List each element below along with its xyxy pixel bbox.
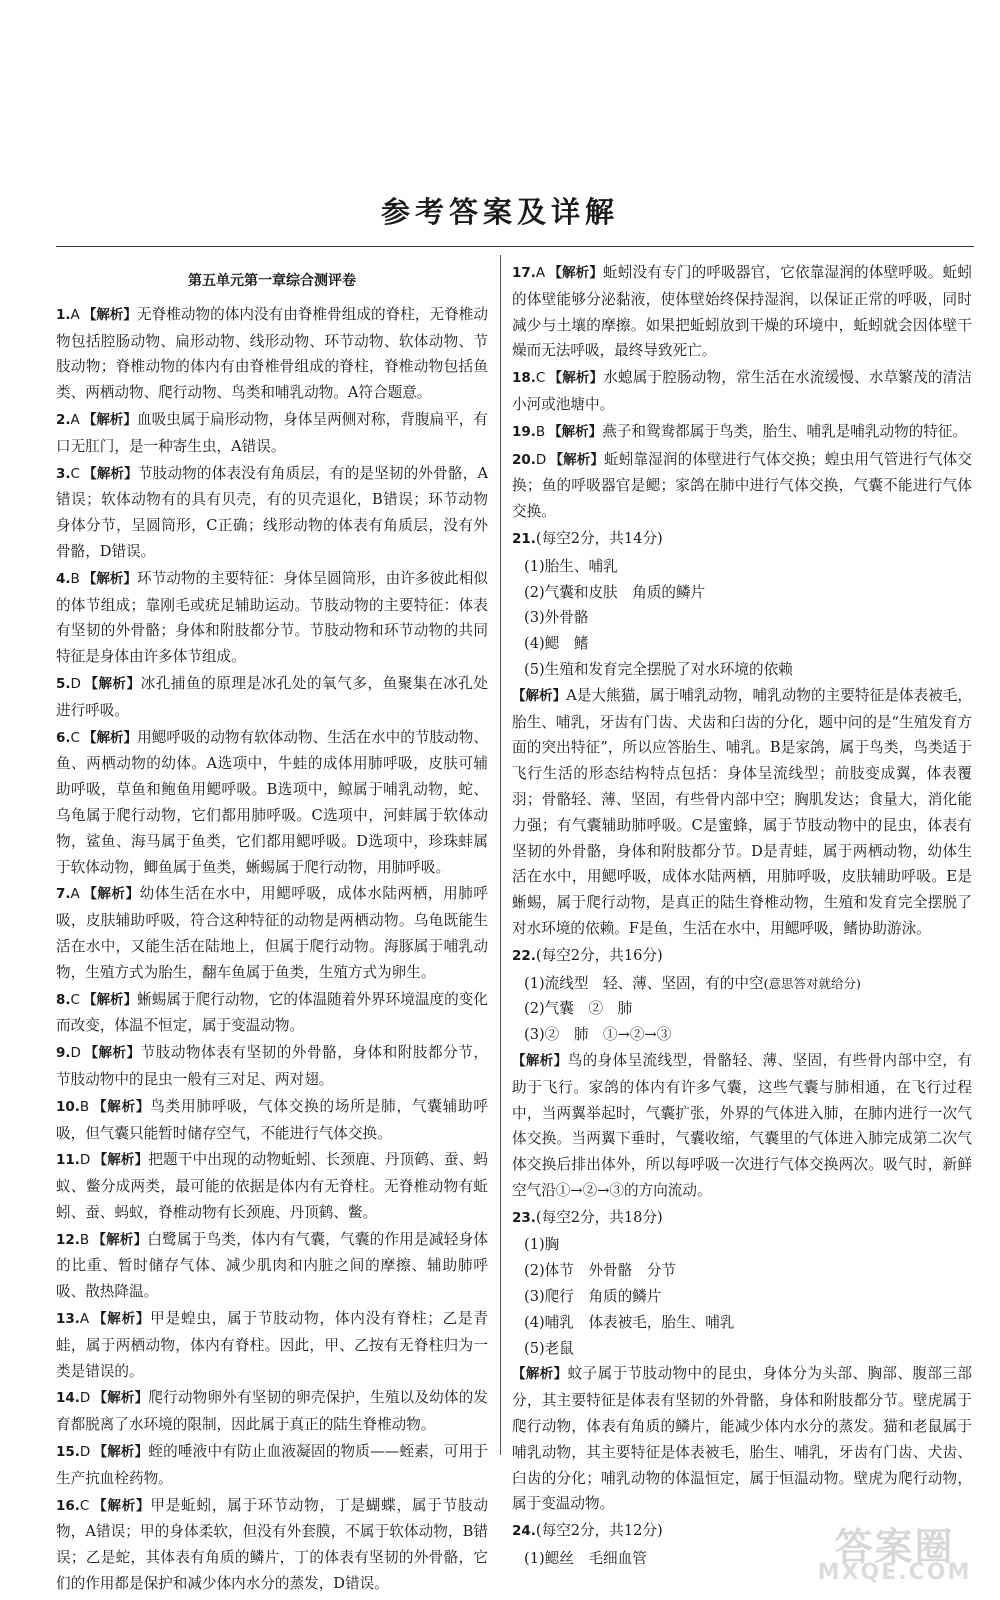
answer-letter: D: [79, 1444, 91, 1461]
watermark-text: 答案圈: [834, 1525, 955, 1569]
analysis-text: 血吸虫属于扁形动物，身体呈两侧对称，背腹扁平，有口无肛门，是一种寄生虫，A错误。: [56, 410, 488, 455]
analysis-tag: 【解析】: [512, 1366, 568, 1383]
answer-item: [56, 1439, 488, 1492]
right-column: [512, 260, 972, 1572]
left-column: [56, 260, 488, 1598]
answer-line: (1)胸: [524, 1236, 560, 1254]
question-22: [512, 943, 972, 1204]
question-number: 17.: [512, 265, 536, 281]
analysis-text: 无脊椎动物的体内没有由脊椎骨组成的脊柱，无脊椎动物包括腔肠动物、扁形动物、线形动物、环节动物、软体动物、节肢动物；脊椎动物的体内有由脊椎骨组成的脊柱，脊椎动物包括鱼类、两栖动物、爬行动物、鸟类和哺乳动物。A符合题意。: [56, 305, 488, 402]
answer-line: (2)体节 外骨骼 分节: [524, 1262, 677, 1280]
analysis-text: 节肢动物体表有坚韧的外骨骼，身体和附肢都分节，节肢动物中的昆虫一般有三对足、两对翅。: [56, 1044, 488, 1088]
analysis-tag: 【解析】: [82, 306, 137, 323]
answer-letter: A: [70, 886, 80, 903]
question-number: 2.: [56, 411, 71, 428]
question-number: 9.: [56, 1045, 71, 1062]
score-note: (每空2分，共18分): [535, 1208, 663, 1226]
question-number: 5.: [56, 675, 71, 692]
analysis-tag: 【解析】: [83, 1045, 141, 1062]
analysis-tag: 【解析】: [93, 1390, 149, 1407]
analysis-text: 燕子和鸳鸯都属于鸟类，胎生、哺乳是哺乳动物的特征。: [602, 422, 968, 440]
analysis-text: 蜥蜴属于爬行动物，它的体温随着外界环境温度的变化而改变，体温不恒定，属于变温动物。: [56, 990, 488, 1035]
answer-letter: B: [79, 1231, 90, 1248]
analysis-tag: 【解析】: [82, 729, 138, 746]
analysis-tag: 【解析】: [93, 1152, 149, 1169]
analysis-text: 把题干中出现的动物蚯蚓、长颈鹿、丹顶鹤、蚕、蚂蚁、鳖分成两类，最可能的依据是体内有无脊柱。无脊椎动物有蚯蚓、蚕、蚂蚁，脊椎动物有长颈鹿、丹顶鹤、鳖。: [56, 1151, 488, 1221]
answer-line: (1)鳃丝 毛细血管: [524, 1550, 647, 1568]
answer-letter: C: [535, 370, 546, 387]
analysis-text: 爬行动物卵外有坚韧的卵壳保护，生殖以及幼体的发育都脱离了水环境的限制，因此属于真正的陆生脊椎动物。: [56, 1389, 488, 1434]
answer-item: [56, 1040, 488, 1093]
analysis-tag: 【解析】: [83, 675, 141, 692]
answer-item: [56, 461, 488, 565]
answer-item: [56, 671, 488, 724]
question-number: 18.: [512, 370, 536, 387]
answer-letter: C: [70, 991, 80, 1008]
question-21: [512, 526, 972, 942]
answer-letter: D: [535, 451, 547, 468]
answer-item: [56, 987, 488, 1040]
question-number: 23.: [512, 1209, 536, 1226]
score-note: (每空2分，共14分): [535, 529, 663, 547]
question-number: 6.: [56, 729, 71, 746]
answer-item: [56, 1227, 488, 1305]
answer-letter: A: [535, 265, 546, 281]
question-number: 21.: [512, 530, 536, 547]
analysis-tag: 【解析】: [92, 1231, 148, 1248]
analysis-tag: 【解析】: [548, 370, 604, 387]
answer-line: (5)老鼠: [524, 1339, 574, 1357]
analysis-tag: 【解析】: [549, 451, 604, 468]
answer-letter: A: [79, 1311, 90, 1328]
analysis-text: A是大熊猫，属于哺乳动物，哺乳动物的主要特征是体表被毛，胎生、哺乳，牙齿有门齿、犬齿和臼齿的分化，题中问的是“生殖发育方面的突出特征”，所以应答胎生、哺乳。B是家鸽，属于鸟类，鸟类适于飞行生活的形态结构特点包括：身体呈流线型；前肢变成翼，体表覆羽；骨骼轻、薄、坚固，有些骨内部中空；胸肌发达；食量大，消化能力强；有气囊辅助肺呼吸。C是蜜蜂，属于节肢动物中的昆虫，体表有坚韧的外骨骼，身体和附肢都分节。D是青蛙，属于两栖动物，幼体生活在水中，用鳃呼吸，成体水陆两栖，用肺呼吸，皮肤辅助呼吸。E是蜥蜴，属于爬行动物，是真正的陆生脊椎动物，生殖和发育完全摆脱了对水环境的依赖。F是鱼，生活在水中，用鳃呼吸，鳍协助游泳。: [512, 686, 972, 937]
answer-item: [56, 1493, 488, 1597]
score-note: (每空2分，共12分): [535, 1522, 663, 1540]
question-number: 4.: [56, 570, 71, 587]
answer-item: [56, 1385, 488, 1438]
answer-letter: D: [70, 675, 81, 692]
answer-item: [512, 447, 972, 525]
answer-letter: B: [79, 1098, 90, 1115]
question-number: 11.: [56, 1152, 80, 1169]
answer-letter: B: [70, 570, 80, 587]
question-number: 15.: [56, 1444, 80, 1461]
answer-letter: D: [79, 1390, 91, 1407]
question-number: 22.: [512, 947, 536, 964]
question-number: 19.: [512, 423, 536, 440]
answer-item: [56, 566, 488, 670]
question-number: 14.: [56, 1390, 80, 1407]
analysis-tag: 【解析】: [82, 886, 140, 903]
answer-item: [512, 419, 972, 446]
analysis-text: 鸟的身体呈流线型，骨骼轻、薄、坚固，有些骨内部中空，有助于飞行。家鸽的体内有许多气囊，这些气囊与肺相通，在飞行过程中，当两翼举起时，气囊扩张，外界的气体进入肺，在肺内进行一次气体交换。当两翼下垂时，气囊收缩，气囊里的气体进入肺完成第二次气体交换后排出体外，所以每呼吸一次进行气体交换两次。吸气时，新鲜空气沿①→②→③的方向流动。: [512, 1051, 972, 1199]
answer-line: (1)流线型 轻、薄、坚固，有的中空(意思答对就给分): [524, 974, 861, 992]
analysis-text: 蚯蚓没有专门的呼吸器官，它依靠湿润的体壁呼吸。蚯蚓的体壁能够分泌黏液，使体壁始终保持湿润，以保证正常的呼吸，同时减少与土壤的摩擦。如果把蚯蚓放到干燥的环境中，蚯蚓就会因体壁干燥而无法呼吸，最终导致死亡。: [512, 264, 972, 360]
question-number: 16.: [56, 1497, 80, 1514]
analysis-text: 冰孔捕鱼的原理是冰孔处的氧气多，鱼聚集在冰孔处进行呼吸。: [56, 674, 488, 719]
answer-line: (4)鳃 鳍: [524, 635, 589, 653]
analysis-text: 甲是蚯蚓，属于环节动物，丁是蝴蝶，属于节肢动物，A错误；甲的身体柔软，但没有外套膜，不属于软体动物，B错误；乙是蛇，其体表有角质的鳞片，丁的体表有坚韧的外骨骼，它们的作用都是保护和减少体内水分的蒸发，D错误。: [56, 1496, 489, 1593]
answer-letter: B: [535, 423, 546, 440]
answer-letter: A: [70, 411, 80, 428]
watermark-url: MXQE.COM: [817, 1560, 972, 1585]
analysis-text: 节肢动物的体表没有角质层，有的是坚韧的外骨骼，A错误；软体动物有的具有贝壳，有的贝壳退化，B错误；环节动物身体分节，呈圆筒形，C正确；线形动物的体表有角质层，没有外骨骼，D错误。: [56, 464, 489, 560]
analysis-text: 白鹭属于鸟类，体内有气囊，气囊的作用是减轻身体的比重、暂时储存气体、减少肌肉和内脏之间的摩擦、辅助肺呼吸、散热降温。: [56, 1230, 488, 1301]
analysis-text: 用鳃呼吸的动物有软体动物、生活在水中的节肢动物、鱼、两栖动物的幼体。A选项中，牛蛙的成体用肺呼吸，皮肤可辅助呼吸，草鱼和鲍鱼用鳃呼吸。B选项中，鲸属于哺乳动物，蛇、乌龟属于爬行动物，它们都用肺呼吸。C选项中，河蚌属于软体动物，鲨鱼、海马属于鱼类，它们都用鳃呼吸。D选项中，珍珠蚌属于软体动物，鲫鱼属于鱼类，蜥蜴属于爬行动物，用肺呼吸。: [56, 728, 488, 876]
question-number: 10.: [56, 1098, 80, 1115]
analysis-text: 甲是蝗虫，属于节肢动物，体内没有脊柱；乙是青蛙，属于两栖动物，体内有脊柱。因此，甲、乙按有无脊柱归为一类是错误的。: [56, 1310, 488, 1380]
analysis-text: 蚯蚓靠湿润的体壁进行气体交换；蝗虫用气管进行气体交换；鱼的呼吸器官是鳃；家鸽在肺中进行气体交换，气囊不能进行气体交换。: [512, 450, 973, 521]
question-number: 7.: [56, 886, 71, 903]
answer-item: [56, 1306, 488, 1384]
analysis-tag: 【解析】: [92, 1311, 151, 1328]
analysis-tag: 【解析】: [82, 465, 138, 482]
analysis-tag: 【解析】: [82, 991, 138, 1008]
question-23: [512, 1205, 972, 1518]
answer-letter: C: [70, 465, 80, 482]
section-title: 第五单元第一章综合测评卷: [188, 273, 356, 289]
answer-item: [512, 365, 972, 418]
analysis-tag: 【解析】: [93, 1444, 149, 1461]
question-number: 13.: [56, 1311, 80, 1328]
site-watermark-logo: [797, 1516, 992, 1586]
analysis-text: 环节动物的主要特征：身体呈圆筒形，由许多彼此相似的体节组成；靠刚毛或疣足辅助运动。节肢动物的主要特征：体表有坚韧的外骨骼；身体和附肢都分节。节肢动物和环节动物的共同特征是身体由许多体节组成。: [56, 569, 488, 666]
answer-item: [56, 881, 488, 985]
answer-item: [56, 302, 488, 406]
question-number: 24.: [512, 1523, 536, 1540]
answer-line: (4)哺乳 体表被毛，胎生、哺乳: [524, 1313, 735, 1331]
answer-line: (2)气囊和皮肤 角质的鳞片: [524, 583, 706, 601]
answer-line: (2)气囊 ② 肺: [524, 1000, 633, 1018]
answer-letter: D: [79, 1152, 91, 1169]
answer-item: [56, 407, 488, 460]
analysis-tag: 【解析】: [548, 423, 603, 440]
title-rule: [56, 246, 974, 247]
analysis-text: 幼体生活在水中，用鳃呼吸，成体水陆两栖，用肺呼吸，皮肤辅助呼吸，符合这种特征的动物是两栖动物。乌龟既能生活在水中，又能生活在陆地上，但属于爬行动物。海豚属于哺乳动物，生殖方式为胎生，翻车鱼属于鱼类，生殖方式为卵生。: [56, 885, 488, 981]
analysis-tag: 【解析】: [82, 570, 137, 587]
analysis-tag: 【解析】: [92, 1497, 151, 1514]
analysis-text: 蚊子属于节肢动物中的昆虫，身体分为头部、胸部、腹部三部分，其主要特征是体表有坚韧的外骨骼，身体和附肢都分节。壁虎属于爬行动物，体表有角质的鳞片，能减少体内水分的蒸发。猫和老鼠属于哺乳动物，其主要特征是体表被毛，胎生、哺乳，牙齿有门齿、犬齿、臼齿的分化；哺乳动物的体温恒定，属于恒温动物。壁虎为爬行动物，属于变温动物。: [512, 1365, 972, 1513]
analysis-tag: 【解析】: [92, 1098, 151, 1115]
answer-line: (3)② 肺 ①→②→③: [524, 1026, 672, 1044]
analysis-text: 鸟类用肺呼吸，气体交换的场所是肺，气囊辅助呼吸，但气囊只能暂时储存空气，不能进行气体交换。: [56, 1097, 488, 1142]
answer-line: (3)爬行 角质的鳞片: [524, 1288, 662, 1306]
analysis-tag: 【解析】: [512, 687, 567, 704]
answer-letter: C: [70, 729, 80, 746]
answer-item: [56, 1094, 488, 1147]
right-answer-list: [512, 260, 972, 525]
answer-letter: A: [70, 306, 80, 323]
analysis-tag: 【解析】: [512, 1052, 568, 1069]
question-number: 1.: [56, 306, 71, 323]
question-number: 12.: [56, 1231, 80, 1248]
column-divider: [500, 255, 501, 1455]
answer-item: [512, 260, 972, 364]
answer-item: [56, 725, 488, 881]
left-answer-list: [56, 302, 488, 1597]
answer-letter: D: [70, 1045, 81, 1062]
analysis-text: 水螅属于腔肠动物，常生活在水流缓慢、水草繁茂的清洁小河或池塘中。: [512, 369, 972, 413]
question-number: 20.: [512, 451, 536, 468]
question-number: 3.: [56, 465, 71, 482]
score-note: (每空2分，共16分): [535, 946, 663, 964]
grading-note: (意思答对就给分): [763, 975, 861, 991]
analysis-text: 蛭的唾液中有防止血液凝固的物质——蛭素，可用于生产抗血栓药物。: [56, 1443, 488, 1487]
page-title: 参考答案及详解: [380, 195, 619, 229]
answer-line: (3)外骨骼: [524, 609, 589, 627]
answer-item: [56, 1147, 488, 1225]
analysis-tag: 【解析】: [82, 411, 137, 428]
answer-line: (5)生殖和发育完全摆脱了对水环境的依赖: [524, 660, 793, 678]
answer-line: (1)胎生、哺乳: [524, 557, 618, 575]
question-number: 8.: [56, 991, 71, 1008]
analysis-tag: 【解析】: [548, 265, 604, 281]
answer-letter: C: [79, 1497, 90, 1514]
